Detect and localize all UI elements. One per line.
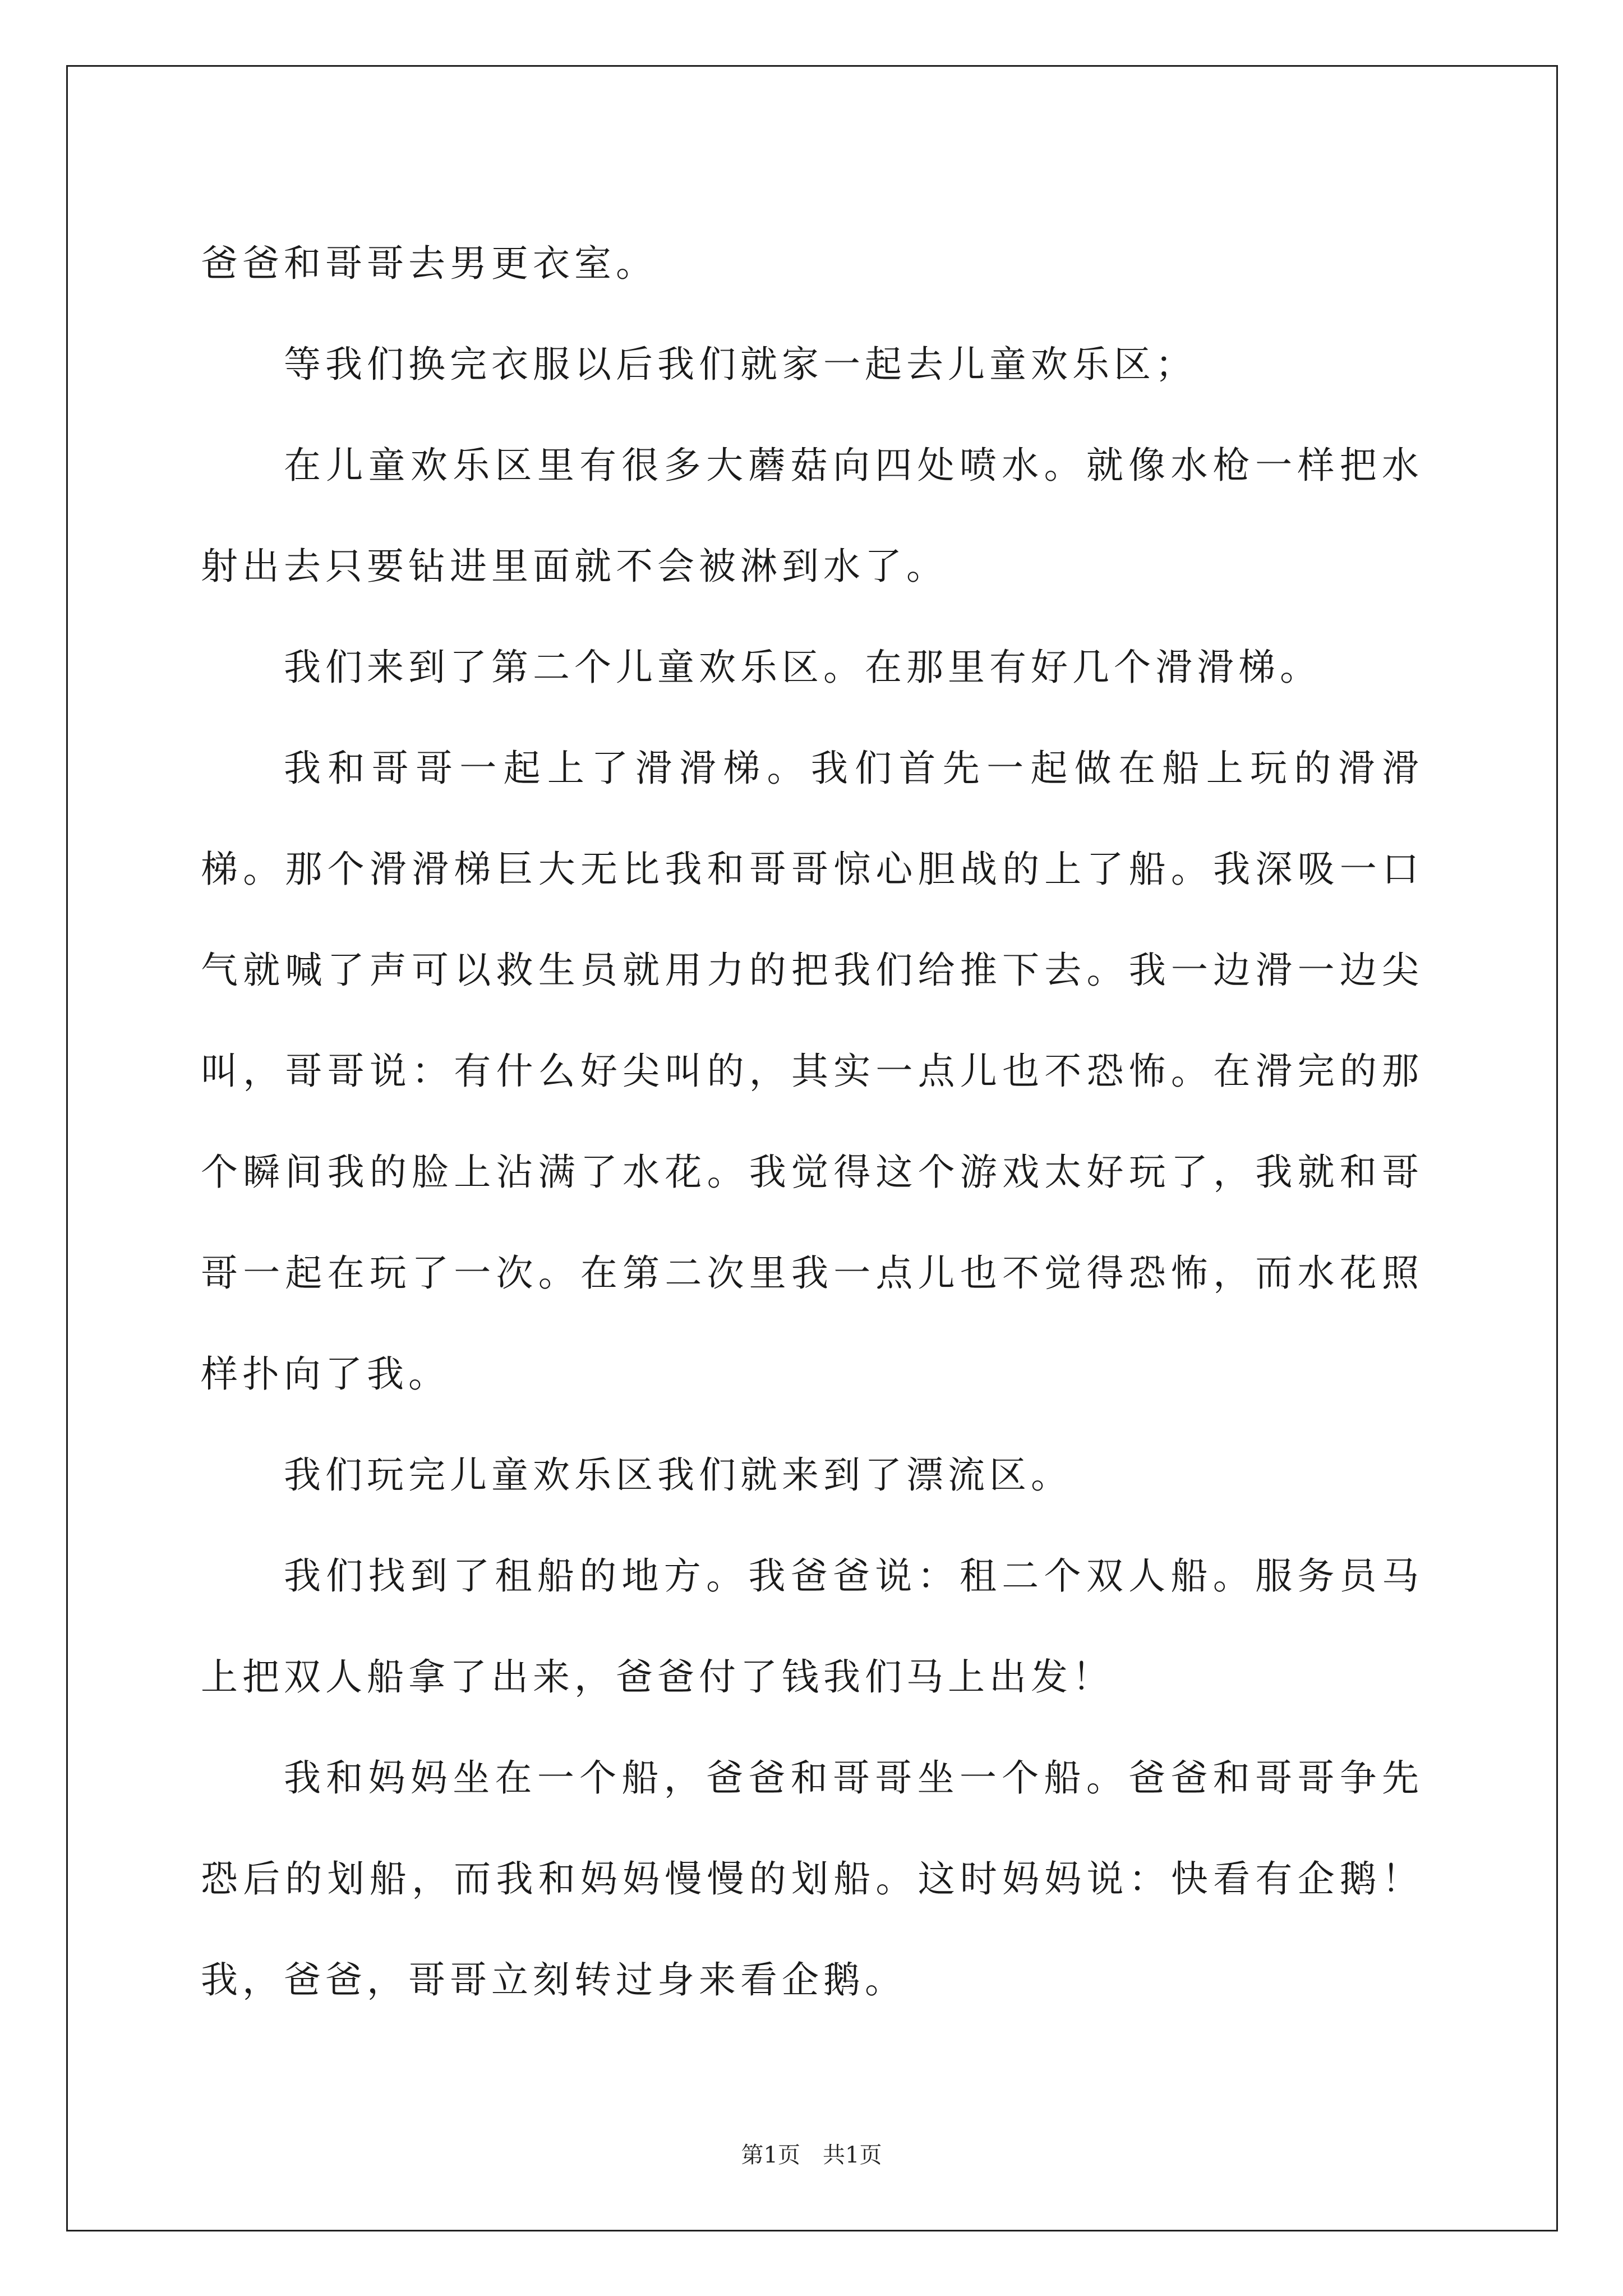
paragraph: 等我们换完衣服以后我们就家一起去儿童欢乐区； (284, 343, 1197, 386)
page-number: 第1页 (741, 2142, 800, 2168)
page-footer (0, 2137, 1623, 2169)
paragraph: 我和妈妈坐在一个船，爸爸和哥哥坐一个船。爸爸和哥哥争先恐后的划船，而我和妈妈慢慢的划船。这时妈妈说：快看有企鹅！我，爸爸，哥哥立刻转过身来看企鹅。 (201, 1756, 1423, 2001)
paragraph-continued: 爸爸和哥哥去男更衣室。 (201, 242, 657, 285)
paragraph: 我和哥哥一起上了滑滑梯。我们首先一起做在船上玩的滑滑梯。那个滑滑梯巨大无比我和哥哥惊心胆战的上了船。我深吸一口气就喊了声可以救生员就用力的把我们给推下去。我一边滑一边尖叫，哥哥说：有什么好尖叫的，其实一点儿也不恐怖。在滑完的那个瞬间我的脸上沾满了水花。我觉得这个游戏太好玩了，我就和哥哥一起在玩了一次。在第二次里我一点儿也不觉得恐怖，而水花照样扑向了我。 (201, 747, 1423, 1396)
document-body (201, 213, 1423, 2031)
paragraph: 我们来到了第二个儿童欢乐区。在那里有好几个滑滑梯。 (284, 646, 1321, 689)
paragraph: 我们玩完儿童欢乐区我们就来到了漂流区。 (284, 1453, 1072, 1497)
paragraph: 我们找到了租船的地方。我爸爸说：租二个双人船。服务员马上把双人船拿了出来，爸爸付了钱我们马上出发！ (201, 1554, 1423, 1699)
paragraph: 在儿童欢乐区里有很多大蘑菇向四处喷水。就像水枪一样把水射出去只要钻进里面就不会被淋到水了。 (201, 444, 1423, 588)
page-total: 共1页 (823, 2142, 882, 2168)
